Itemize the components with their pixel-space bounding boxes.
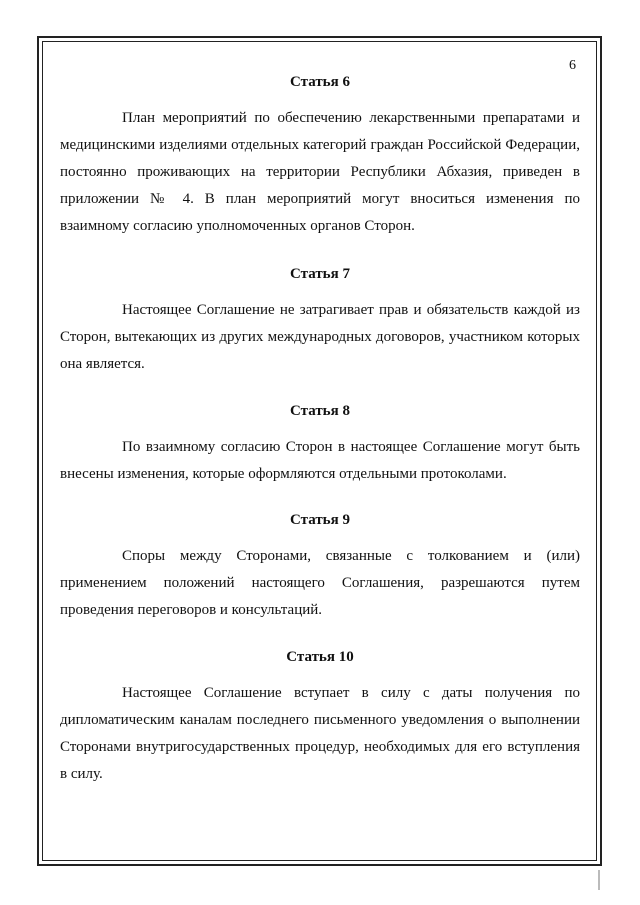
- article-9: [60, 512, 580, 624]
- article-heading: Статья 10: [286, 649, 354, 665]
- scan-edge-mark: [598, 870, 600, 890]
- article-10: [60, 649, 580, 788]
- article-heading: Статья 9: [290, 512, 350, 528]
- article-6: [60, 74, 580, 240]
- article-heading: Статья 8: [290, 403, 350, 419]
- article-text: Настоящее Соглашение не затрагивает прав и обязательств каждой из Сторон, вытекающих из других международных договоров, участником которых она является.: [60, 302, 580, 372]
- article-text: Споры между Сторонами, связанные с толкованием и (или) применением положений настоящего Соглашения, разрешаются путем проведения переговоров и консультаций.: [60, 548, 580, 618]
- article-text: По взаимному согласию Сторон в настоящее Соглашение могут быть внесены изменения, которые оформляются отдельными протоколами.: [60, 439, 580, 482]
- article-text: Настоящее Соглашение вступает в силу с даты получения по дипломатическим каналам последнего письменного уведомления о выполнении Сторонами внутригосударственных процедур, необходимых для его вступления в силу.: [60, 685, 580, 782]
- article-7: [60, 266, 580, 378]
- article-8: [60, 403, 580, 488]
- article-heading: Статья 7: [290, 266, 350, 282]
- page-number: 6: [569, 58, 576, 73]
- article-heading: Статья 6: [290, 74, 350, 90]
- article-text: План мероприятий по обеспечению лекарственными препаратами и медицинскими изделиями отдельных категорий граждан Российской Федерации, постоянно проживающих на территории Республики Абхазия, приведен в приложении № 4. В план мероприятий могут вноситься изменения по взаимному согласию уполномоченных органов Сторон.: [60, 110, 580, 234]
